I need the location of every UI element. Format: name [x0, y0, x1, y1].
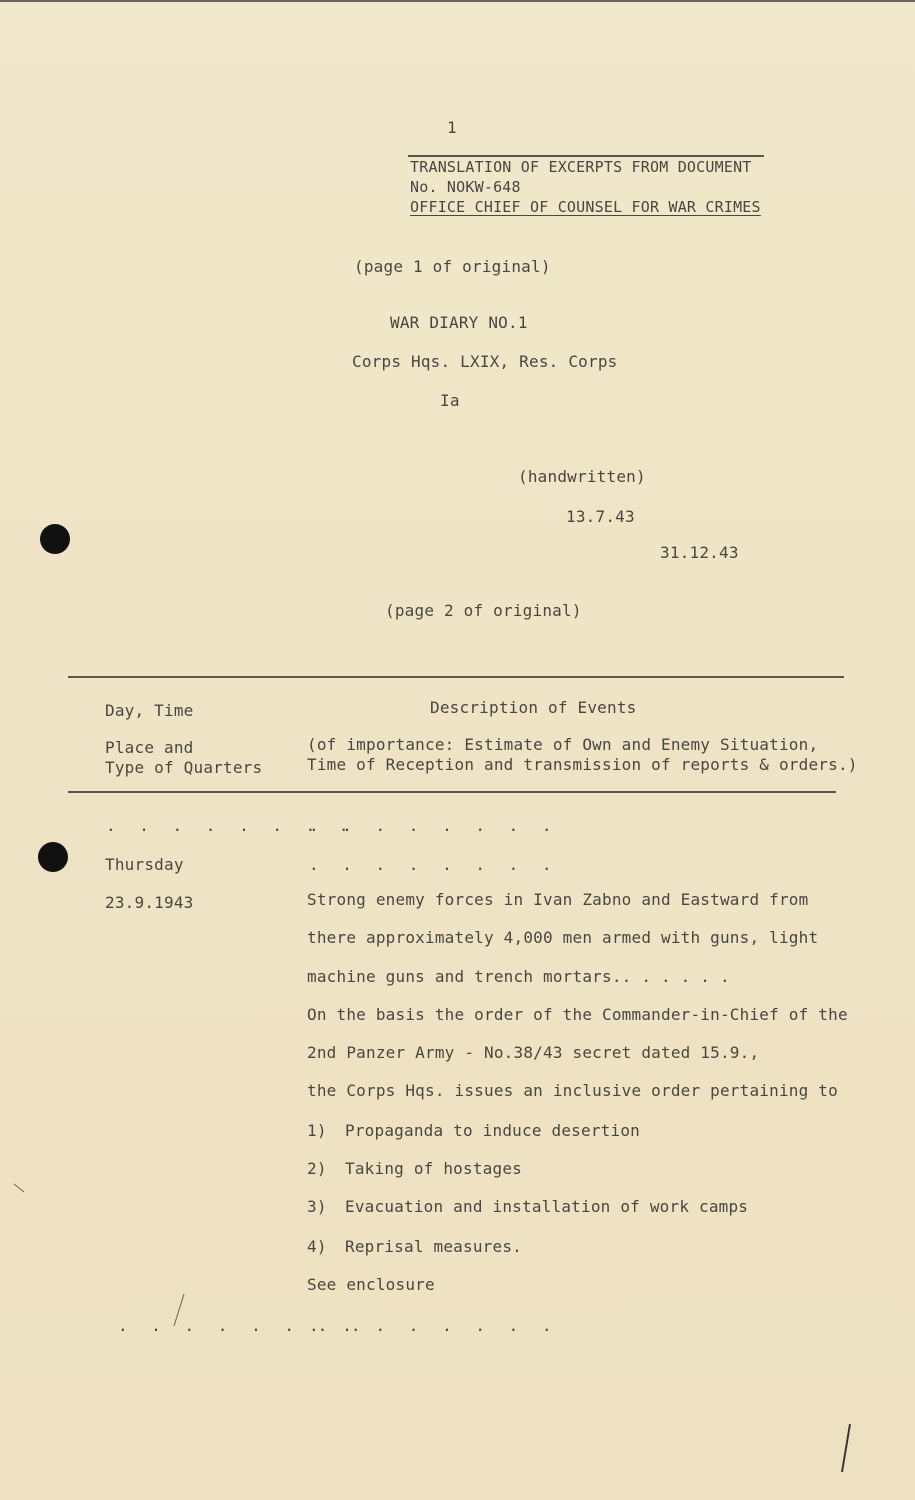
- entry-line-3: machine guns and trench mortars.. . . . . .: [307, 967, 730, 986]
- date-from: 13.7.43: [566, 507, 635, 526]
- item-3-number: 3): [307, 1197, 327, 1216]
- entry-line-6: the Corps Hqs. issues an inclusive order pertaining to: [307, 1081, 838, 1100]
- col1-header-day-time: Day, Time: [105, 701, 194, 720]
- item-2-number: 2): [307, 1159, 327, 1178]
- heading-title: TRANSLATION OF EXCERPTS FROM DOCUMENT: [410, 158, 752, 176]
- corps-name: Corps Hqs. LXIX, Res. Corps: [352, 352, 618, 371]
- punch-hole-bottom: [38, 842, 68, 872]
- enclosure-note: See enclosure: [307, 1275, 435, 1294]
- item-1-number: 1): [307, 1121, 327, 1140]
- original-page-2-note: (page 2 of original): [385, 601, 582, 620]
- heading-top-rule: [408, 155, 764, 157]
- entry-day: Thursday: [105, 855, 184, 874]
- item-2-text: Taking of hostages: [345, 1159, 522, 1178]
- entry-date: 23.9.1943: [105, 893, 194, 912]
- section-label: Ia: [440, 391, 460, 410]
- original-page-1-note: (page 1 of original): [354, 257, 551, 276]
- handwritten-note: (handwritten): [518, 467, 646, 486]
- war-diary-title: WAR DIARY NO.1: [390, 313, 528, 332]
- ellipsis-col1-top: . . . . . . . .: [106, 816, 356, 835]
- pencil-stroke-mark: [836, 1420, 866, 1480]
- document-number: No. NOKW-648: [410, 178, 521, 196]
- col2-header-title: Description of Events: [430, 698, 637, 717]
- item-4-number: 4): [307, 1237, 327, 1256]
- pencil-check-mark: [168, 1292, 188, 1332]
- entry-line-4: On the basis the order of the Commander-in-Chief of the: [307, 1005, 848, 1024]
- col1-header-place: Place and: [105, 738, 194, 757]
- item-3-text: Evacuation and installation of work camps: [345, 1197, 749, 1216]
- punch-hole-top: [40, 524, 70, 554]
- ellipsis-col2-bottom: . . . . . . . .: [309, 1316, 559, 1335]
- margin-tick-mark: [10, 1180, 30, 1200]
- page-edge-line: [0, 0, 915, 2]
- date-to: 31.12.43: [660, 543, 739, 562]
- entry-line-1: Strong enemy forces in Ivan Zabno and Eastward from: [307, 890, 809, 909]
- table-header-rule: [68, 791, 836, 793]
- entry-line-5: 2nd Panzer Army - No.38/43 secret dated 15.9.,: [307, 1043, 760, 1062]
- ellipsis-col2-second: . . . . . . . .: [309, 855, 559, 874]
- item-1-text: Propaganda to induce desertion: [345, 1121, 640, 1140]
- office-name: OFFICE CHIEF OF COUNSEL FOR WAR CRIMES: [410, 198, 761, 216]
- entry-line-2: there approximately 4,000 men armed with guns, light: [307, 928, 819, 947]
- table-top-rule: [68, 676, 844, 678]
- ellipsis-col2-top: . . . . . . . .: [309, 816, 559, 835]
- page-number: 1: [447, 118, 457, 137]
- col2-header-importance: (of importance: Estimate of Own and Enemy Situation,: [307, 735, 819, 754]
- item-4-text: Reprisal measures.: [345, 1237, 522, 1256]
- col1-header-quarters: Type of Quarters: [105, 758, 263, 777]
- ellipsis-col1-bottom: . . . . . . . .: [118, 1316, 368, 1335]
- col2-header-time: Time of Reception and transmission of reports & orders.): [307, 755, 858, 774]
